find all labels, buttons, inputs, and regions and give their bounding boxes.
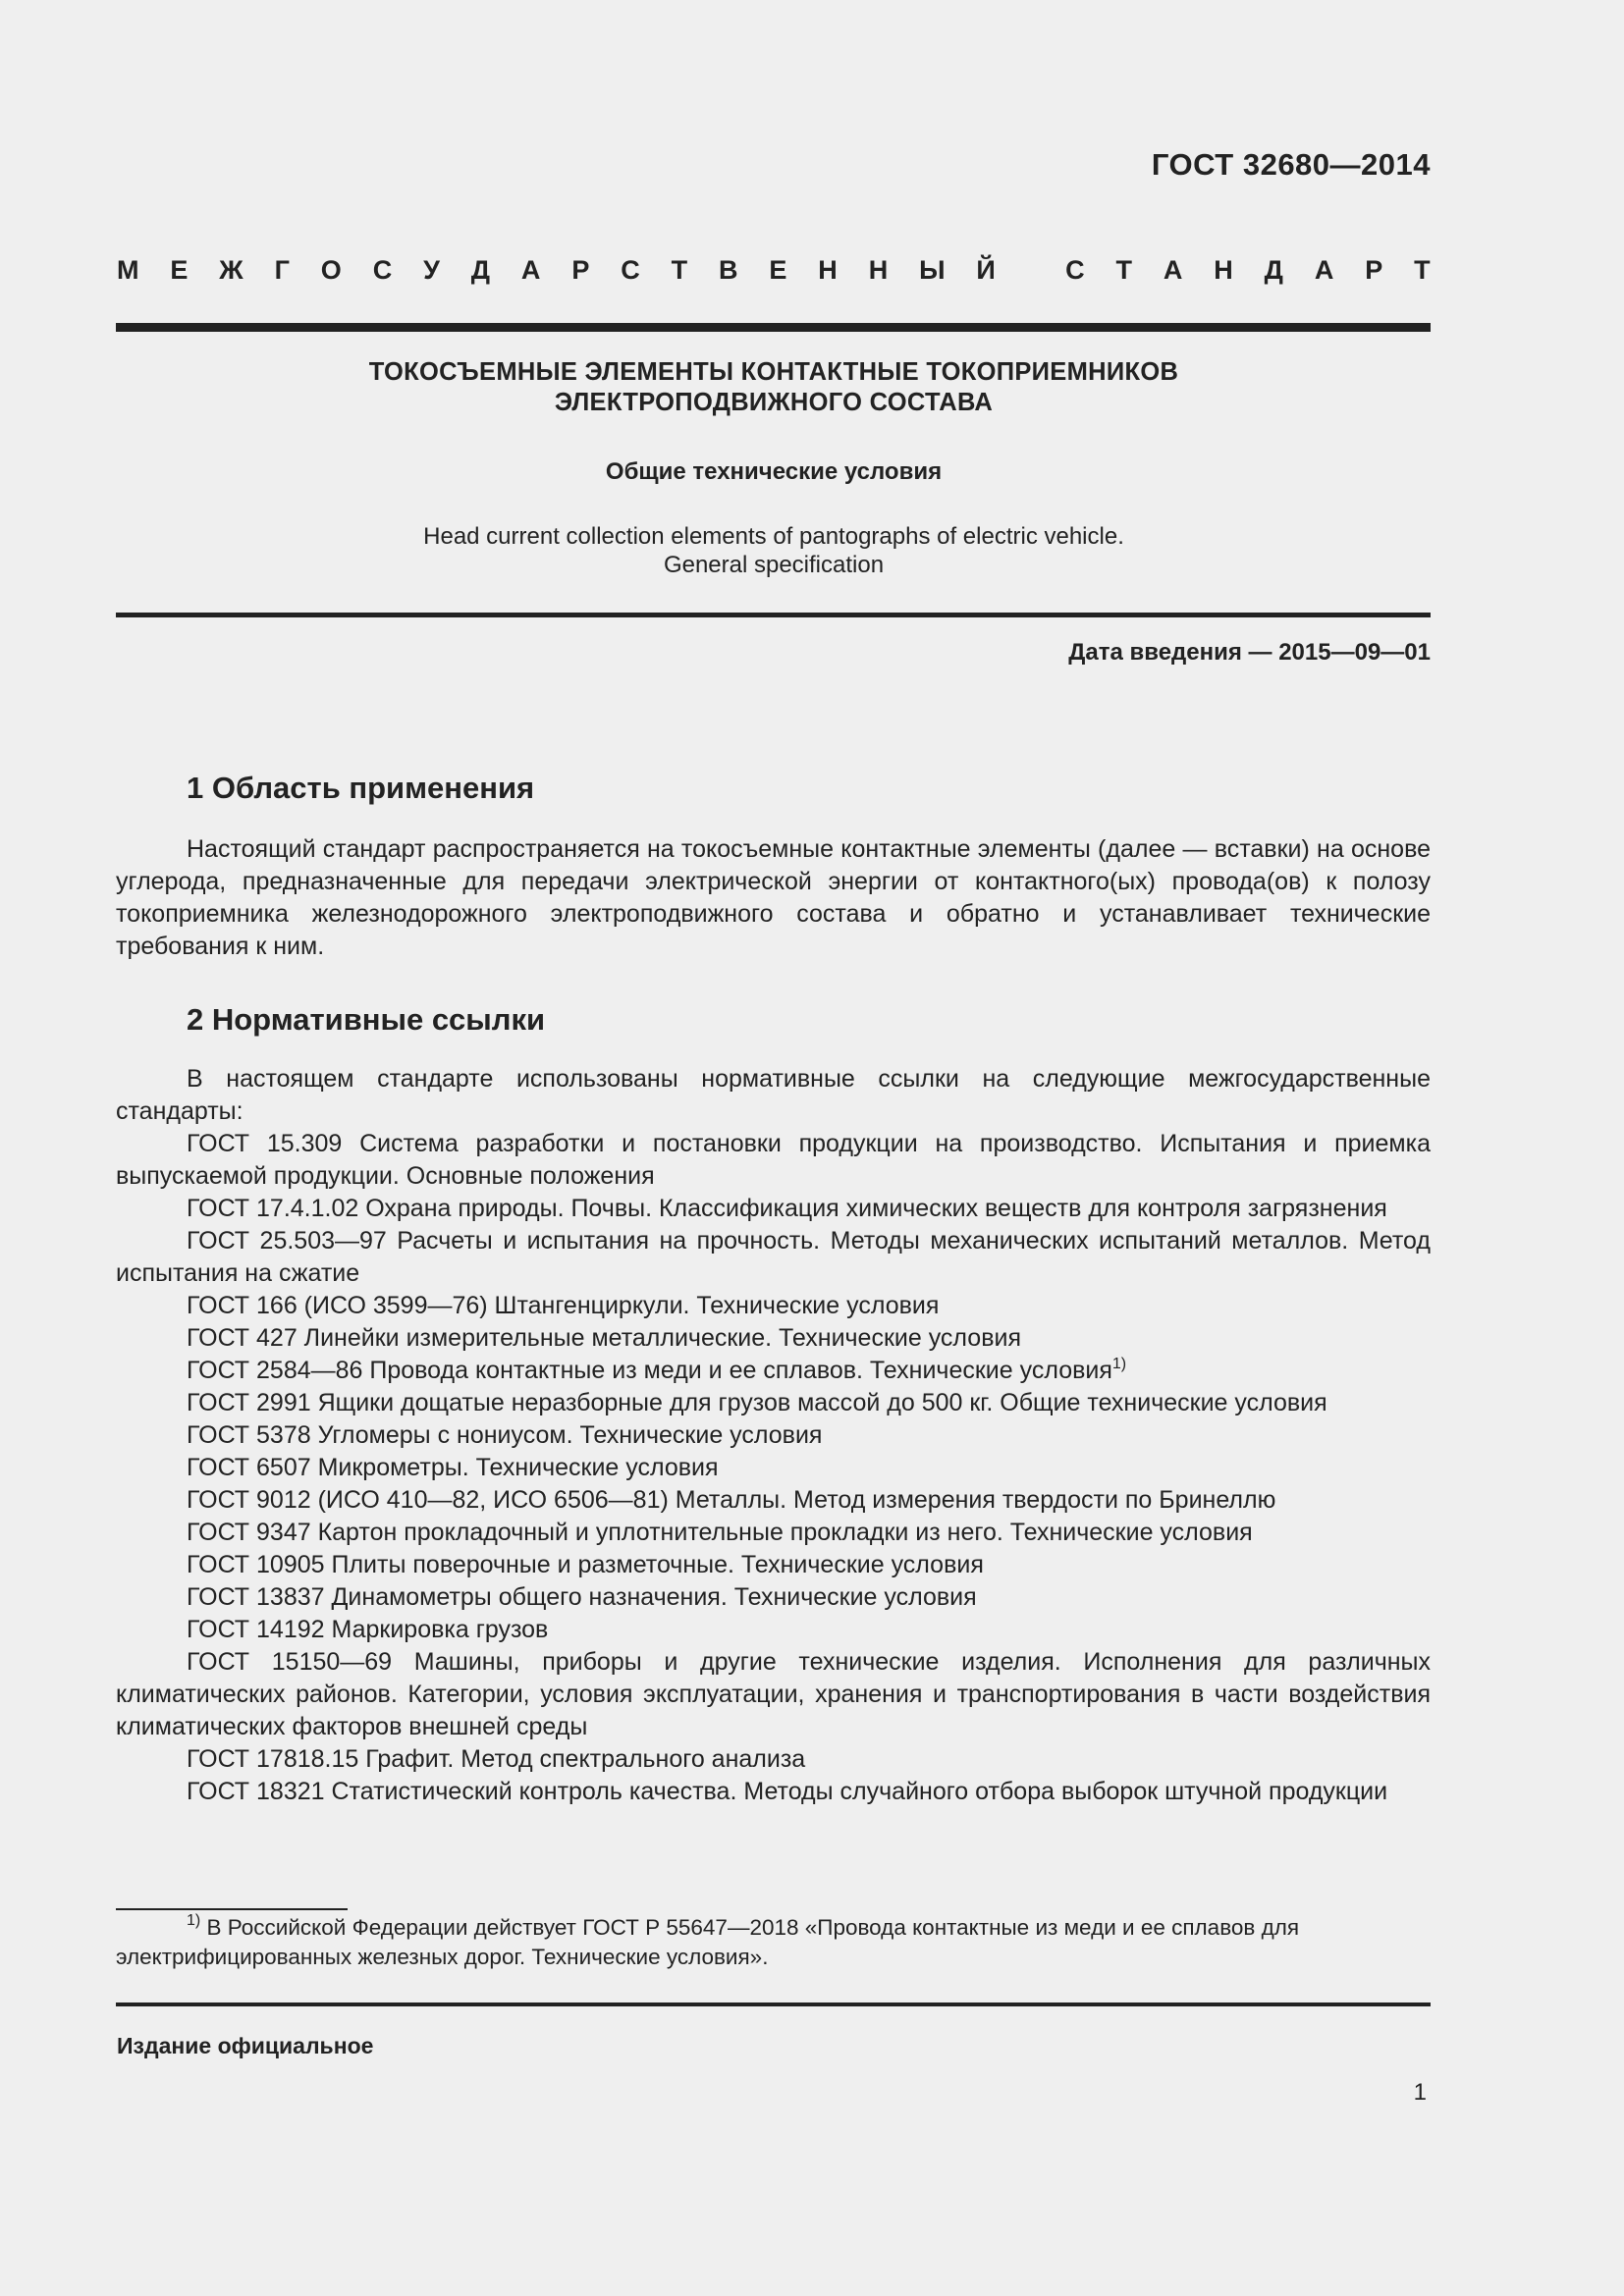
banner-letter: Н (818, 255, 838, 285)
reference-item: ГОСТ 427 Линейки измерительные металлические. Технические условия (187, 1324, 1021, 1352)
title-line-2: ЭЛЕКТРОПОДВИЖНОГО СОСТАВА (554, 389, 994, 416)
banner-letter: С (621, 255, 640, 285)
banner-letter: Т (671, 255, 688, 285)
banner-letter: У (423, 255, 440, 285)
banner-letter: Д (1264, 255, 1283, 285)
reference-text: ГОСТ 2584—86 Провода контактные из меди и ее сплавов. Технические условия (187, 1357, 1112, 1384)
banner-letter: О (320, 255, 342, 285)
reference-item: ГОСТ 25.503—97 Расчеты и испытания на прочность. Методы механических испытаний металлов. Метод испытания на сжатие (116, 1227, 1431, 1287)
banner-gap (1027, 255, 1035, 286)
reference-item: ГОСТ 13837 Динамометры общего назначения. Технические условия (187, 1583, 977, 1611)
footnote (116, 1913, 1431, 1972)
banner-letter: С (1065, 255, 1085, 285)
reference-item: ГОСТ 15150—69 Машины, приборы и другие технические изделия. Исполнения для различных климатических районов. Категории, условия эксплуатации, хранения и транспортирования в части воздействия климатических факторов внешней среды (116, 1648, 1431, 1740)
section-1-text: Настоящий стандарт распространяется на токосъемные контактные элементы (далее — вставки) на основе углерода, предназначенные для передачи электрической энергии от контактного(ых) провода(ов) к полозу токоприемника железнодорожного электроподвижного состава и обратно и устанавливает технические требования к ним. (116, 835, 1431, 960)
banner-letter: Д (470, 255, 491, 285)
banner-letter: Т (1115, 255, 1132, 285)
english-title (117, 522, 1431, 579)
section-2-intro: В настоящем стандарте использованы нормативные ссылки на следующие межгосударственные стандарты: (116, 1065, 1431, 1125)
reference-item: ГОСТ 18321 Статистический контроль качества. Методы случайного отбора выборок штучной продукции (187, 1778, 1388, 1805)
banner-letter: А (1163, 255, 1183, 285)
gost-number: ГОСТ 32680—2014 (1151, 147, 1431, 182)
footnote-rule (116, 1908, 348, 1910)
banner-letter: Н (1214, 255, 1233, 285)
section-2-body (116, 1063, 1431, 1808)
reference-item: ГОСТ 2991 Ящики дощатые неразборные для грузов массой до 500 кг. Общие технические условия (187, 1389, 1327, 1416)
reference-item: ГОСТ 5378 Угломеры с нониусом. Технические условия (187, 1421, 823, 1449)
banner-letter: В (719, 255, 738, 285)
banner-letter: Г (274, 255, 290, 285)
banner-letter: Т (1414, 255, 1431, 285)
section-2-heading: 2 Нормативные ссылки (187, 1002, 546, 1037)
normative-references-list (116, 1128, 1431, 1808)
banner-letter: А (520, 255, 541, 285)
banner-letter: Ж (219, 255, 244, 285)
reference-item: ГОСТ 9012 (ИСО 410—82, ИСО 6506—81) Металлы. Метод измерения твердости по Бринеллю (187, 1486, 1276, 1514)
reference-item (116, 1355, 1431, 1387)
english-title-line-2: General specification (663, 552, 885, 578)
reference-item: ГОСТ 17.4.1.02 Охрана природы. Почвы. Классификация химических веществ для контроля загрязнения (187, 1195, 1387, 1222)
banner-letter: Ы (919, 255, 946, 285)
banner-letter: Й (976, 255, 996, 285)
official-edition-label: Издание официальное (117, 2033, 374, 2058)
english-title-line-1: Head current collection elements of pantographs of electric vehicle. (423, 523, 1124, 550)
document-subtitle: Общие технические условия (605, 458, 943, 485)
banner-letter: М (117, 255, 139, 285)
title-rule (116, 613, 1431, 617)
banner-letter: Е (769, 255, 787, 285)
document-title (117, 357, 1431, 418)
reference-item: ГОСТ 14192 Маркировка грузов (187, 1616, 549, 1643)
banner-letter: Р (1365, 255, 1383, 285)
reference-item: ГОСТ 10905 Плиты поверочные и разметочные. Технические условия (187, 1551, 984, 1578)
reference-item: ГОСТ 15.309 Система разработки и постановки продукции на производство. Испытания и приемка выпускаемой продукции. Основные положения (116, 1130, 1431, 1190)
footnote-reference[interactable]: 1) (1111, 1356, 1127, 1372)
standard-banner (117, 255, 1431, 286)
banner-letter: Р (571, 255, 590, 285)
introduction-date: Дата введения — 2015—09—01 (1068, 639, 1431, 666)
banner-letter: А (1314, 255, 1334, 285)
footer-rule (116, 2002, 1431, 2006)
banner-letter: С (372, 255, 393, 285)
banner-letter: Н (868, 255, 889, 285)
title-line-1: ТОКОСЪЕМНЫЕ ЭЛЕМЕНТЫ КОНТАКТНЫЕ ТОКОПРИЕМНИКОВ (368, 358, 1179, 386)
reference-item: ГОСТ 9347 Картон прокладочный и уплотнительные прокладки из него. Технические условия (187, 1519, 1253, 1546)
reference-item: ГОСТ 166 (ИСО 3599—76) Штангенциркули. Технические условия (187, 1292, 940, 1319)
banner-letter: Е (170, 255, 189, 285)
page-number: 1 (1413, 2079, 1427, 2106)
footnote-text: В Российской Федерации действует ГОСТ Р 55647—2018 «Провода контактные из меди и ее сплавов для электрифицированных железных дорог. Технические условия». (116, 1915, 1300, 1969)
reference-item: ГОСТ 17818.15 Графит. Метод спектрального анализа (187, 1745, 806, 1773)
reference-item: ГОСТ 6507 Микрометры. Технические условия (187, 1454, 719, 1481)
header-rule (116, 323, 1431, 332)
section-1-heading: 1 Область применения (187, 771, 535, 805)
footnote-mark: 1) (187, 1912, 201, 1929)
